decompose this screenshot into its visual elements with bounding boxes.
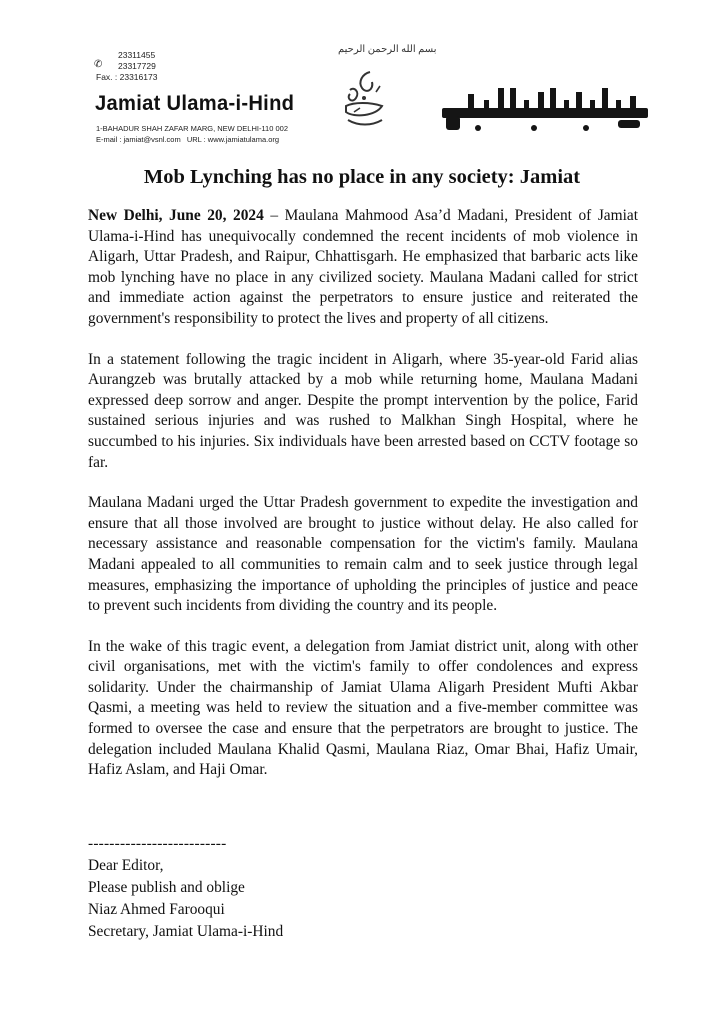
phone-number: 23311455 [118, 50, 156, 60]
salutation: Dear Editor, [88, 857, 164, 874]
paragraph: Maulana Madani urged the Uttar Pradesh government to expedite the investigation and ensure that all those involved are brought to justice without delay. He also called for necessary assistance and reasonable compensation for the victim's family. Maulana Madani appealed to all communities to remain calm and to seek justice through legal measures, emphasizing the importance of upholding the principles of justice and peace to prevent such incidents from dividing the country and its people. [88, 494, 638, 615]
website-url: URL : www.jamiatulama.org [186, 135, 280, 144]
email-url-line [96, 135, 283, 144]
urdu-name-calligraphy [438, 86, 652, 138]
phone-icon: ✆ [94, 59, 103, 70]
organization-name: Jamiat Ulama-i-Hind [95, 92, 295, 115]
paragraph [88, 206, 638, 330]
separator: -------------------------- [88, 835, 227, 852]
signoff [88, 833, 283, 943]
paragraph: In a statement following the tragic incident in Aligarh, where 35-year-old Farid alias Aurangzeb was brutally attacked by a mob while returning home, Maulana Madani expressed deep sorrow and anger. Despite the prompt intervention by the police, Farid sustained serious injuries and was rushed to Malkhan Singh Hospital, where he succumbed to his injuries. Six individuals have been arrested based on CCTV footage so far. [88, 350, 638, 471]
emblem-logo [340, 68, 388, 130]
paragraph-text: – Maulana Mahmood Asa’d Madani, President of Jamiat Ulama-i-Hind has unequivocally condemned the recent incidents of mob violence in Aligarh, Uttar Pradesh, and Raipur, Chhattisgarh. He emphasized that barbaric acts like mob lynching have no place in any civilized society. Maulana Madani called for strict and immediate action against the perpetrators to ensure justice and reiterated the government's responsibility to protect the lives and property of all citizens. [88, 207, 638, 327]
email: E-mail : jamiat@vsnl.com [96, 135, 181, 144]
address: 1-BAHADUR SHAH ZAFAR MARG, NEW DELHI-110 002 [96, 124, 288, 133]
fax-number: Fax. : 23316173 [96, 72, 158, 82]
press-release-title: Mob Lynching has no place in any society: Jamiat [143, 166, 581, 188]
signatory-name: Niaz Ahmed Farooqui [88, 901, 225, 918]
phone-number: 23317729 [118, 61, 156, 71]
paragraph: In the wake of this tragic event, a delegation from Jamiat district unit, along with other civil organisations, met with the victim's family to offer condolences and express solidarity. Under the chairmanship of Jamiat Ulama Aligarh President Mufti Akbar Qasmi, a meeting was held to review the situation and a five-member committee was formed to oversee the case and ensure that the perpetrators are brought to justice. The delegation included Maulana Khalid Qasmi, Maulana Riaz, Omar Bhai, Hafiz Umair, Hafiz Aslam, and Haji Omar. [88, 637, 638, 779]
request-line: Please publish and oblige [88, 879, 245, 896]
letterhead [0, 0, 724, 160]
bismillah-text: بسم الله الرحمن الرحيم [338, 44, 437, 55]
contact-block [96, 50, 157, 83]
dateline: New Delhi, June 20, 2024 [88, 207, 264, 224]
signatory-title: Secretary, Jamiat Ulama-i-Hind [88, 923, 284, 940]
press-release-body [88, 206, 638, 801]
